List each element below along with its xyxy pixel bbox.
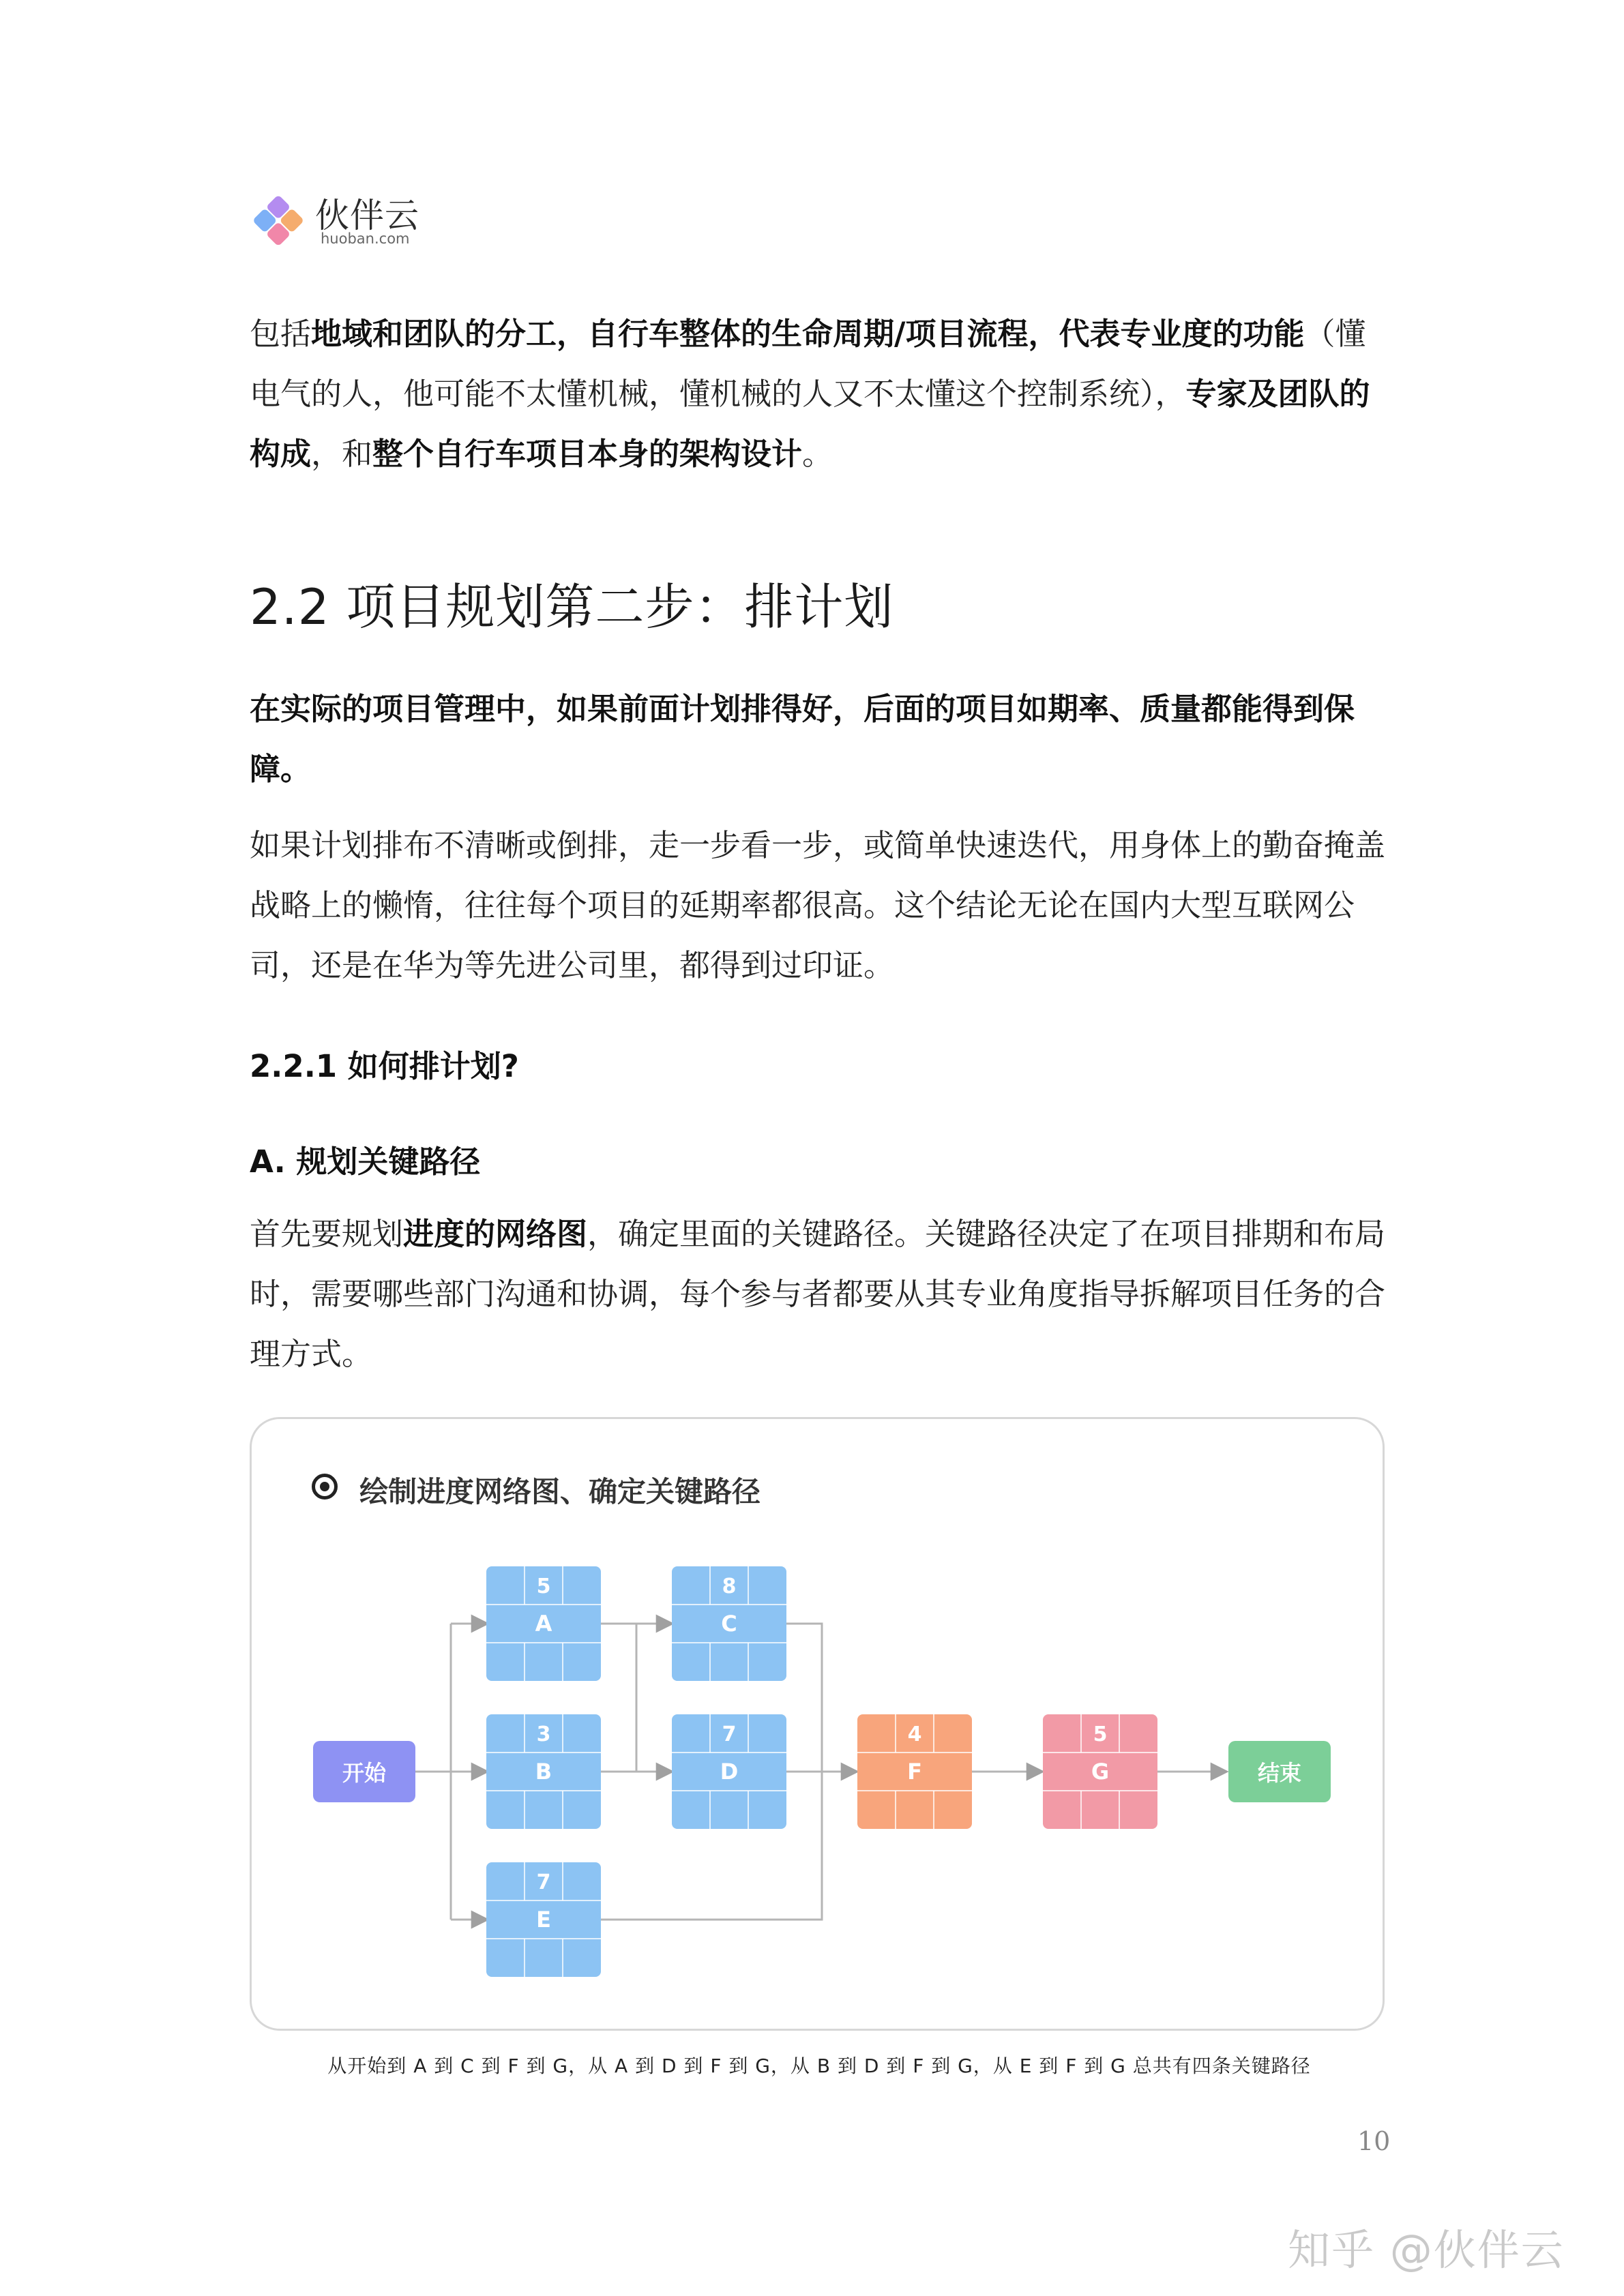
task-duration: 7 [722, 1723, 737, 1746]
task-node-e [486, 1862, 601, 1977]
subsection-heading: 2.2.1 如何排计划? [250, 1048, 519, 1084]
start-node [313, 1741, 415, 1802]
subheading-a: A. 规划关键路径 [250, 1144, 481, 1180]
body-paragraph: 如果计划排布不清晰或倒排，走一步看一步，或简单快速迭代，用身体上的勤奋掩盖战略上的懒惰，往往每个项目的延期率都很高。这个结论无论在国内大型互联网公司，还是在华为等先进公司里，都得到过印证。 [250, 827, 1386, 983]
path-text-2: ，确定里面的关键路径。关键路径决定了在项目排期和布局时，需要哪些部门沟通和协调，每个参与者都要从其专业角度指导拆解项目任务的合理方式。 [250, 1216, 1386, 1372]
section-heading: 2.2 项目规划第二步：排计划 [250, 578, 894, 636]
task-node-f [857, 1714, 972, 1829]
task-node-g [1043, 1714, 1157, 1829]
task-id: A [535, 1611, 552, 1637]
path-bold-1: 进度的网络图 [403, 1216, 588, 1252]
brand-logo [250, 185, 454, 254]
diagram-title: 绘制进度网络图、确定关键路径 [359, 1475, 761, 1508]
intro-text-1: 包括 [250, 316, 312, 352]
end-label: 结束 [1257, 1760, 1302, 1786]
task-node-a [486, 1566, 601, 1681]
intro-bold-1: 地域和团队的分工，自行车整体的生命周期/项目流程，代表专业度的功能 [311, 316, 1305, 352]
task-duration: 7 [536, 1870, 551, 1894]
logo-subtitle: huoban.com [321, 230, 410, 247]
path-text-1: 首先要规划 [250, 1216, 404, 1252]
intro-text-2: （懂电气的人，他可能不太懂机械，懂机械的人又不太懂这个控制系统）， [250, 316, 1366, 412]
task-id: D [720, 1759, 739, 1785]
page-number: 10 [1357, 2126, 1391, 2156]
zhihu-watermark: 知乎 @伙伴云 [1288, 2225, 1565, 2275]
network-diagram-card [250, 1417, 1385, 2031]
task-node-b [486, 1714, 601, 1829]
task-node-d [672, 1714, 786, 1829]
diagram-caption: 从开始到 A 到 C 到 F 到 G，从 A 到 D 到 F 到 G，从 B 到 D 到 F 到 G，从 E 到 F 到 G 总共有四条关键路径 [327, 2055, 1311, 2077]
intro-text-3: ，和 [311, 436, 373, 472]
task-duration: 5 [1093, 1723, 1108, 1746]
task-id: G [1091, 1759, 1110, 1785]
emphasis-text: 在实际的项目管理中，如果前面计划排得好，后面的项目如期率、质量都能得到保障。 [250, 691, 1355, 787]
logo-title: 伙伴云 [315, 196, 419, 235]
task-duration: 5 [536, 1575, 551, 1598]
path-paragraph [250, 1204, 1389, 1384]
intro-bold-3: 整个自行车项目本身的架构设计 [372, 436, 803, 472]
task-duration: 4 [907, 1723, 922, 1746]
task-duration: 3 [536, 1723, 551, 1746]
network-diagram [252, 1419, 1387, 2033]
logo-icon [250, 191, 307, 248]
intro-paragraph [250, 304, 1389, 484]
task-id: C [721, 1611, 737, 1637]
task-id: F [907, 1759, 922, 1785]
task-duration: 8 [722, 1575, 737, 1598]
task-node-c [672, 1566, 786, 1681]
task-id: B [535, 1759, 552, 1785]
intro-text-4: 。 [802, 436, 833, 472]
emphasis-paragraph [250, 679, 1389, 799]
task-id: E [536, 1907, 551, 1933]
intro-bold-2: 专家及团队的构成 [250, 376, 1370, 472]
start-label: 开始 [342, 1760, 387, 1786]
end-node [1228, 1741, 1331, 1802]
